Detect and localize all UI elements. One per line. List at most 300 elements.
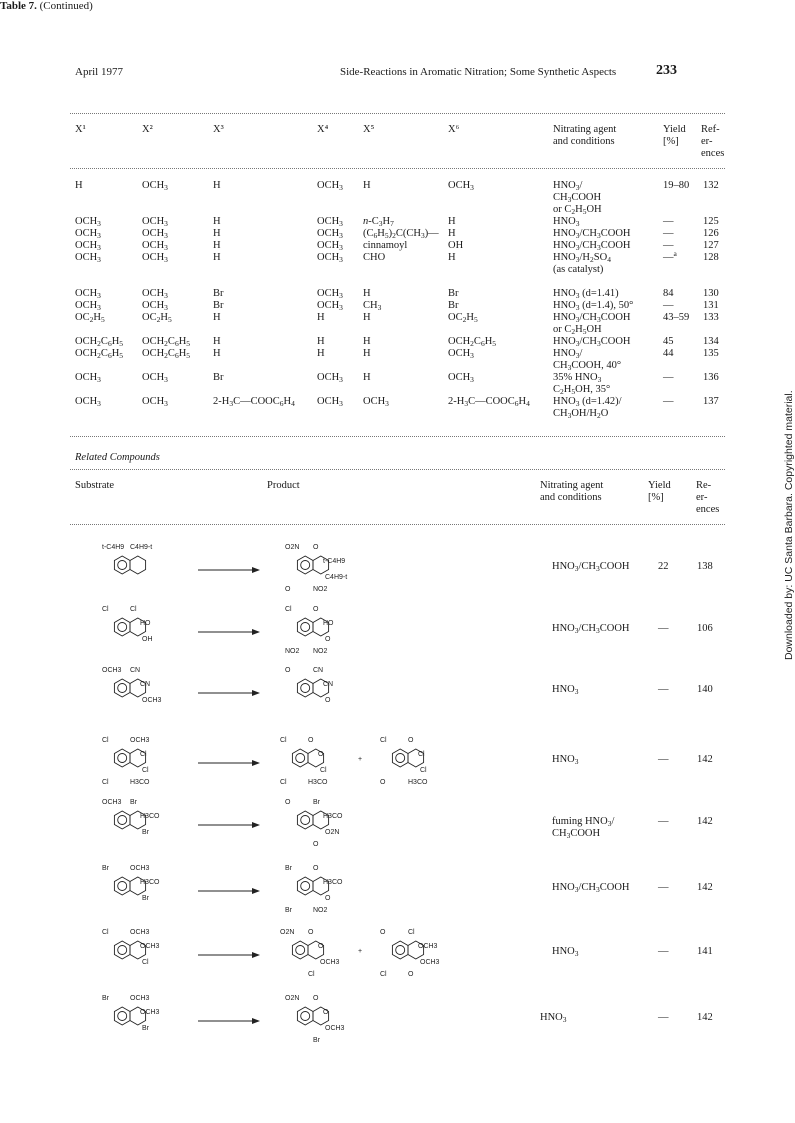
cell-yield: 44: [663, 348, 674, 359]
cell-x6: $OCH_2C_6H_5$: [448, 336, 497, 348]
related-nitrating-agent: $HNO_3$: [552, 946, 579, 958]
structure-label: O: [313, 995, 319, 1002]
aromatic-circle: [118, 816, 127, 825]
structure-label: O: [308, 737, 314, 744]
related-reference: 142: [697, 1012, 713, 1023]
cell-x3: H: [213, 216, 221, 227]
structure-label: Cl: [142, 767, 149, 774]
cell-x6: OH: [448, 240, 464, 251]
column-header: X³: [213, 124, 224, 135]
cell-nitrating-agent: $HNO_3/CH_3COOH$: [553, 228, 631, 240]
reaction-arrow-icon: [198, 816, 260, 834]
cell-x5: H: [363, 180, 371, 191]
table-title-label: Table 7.: [0, 0, 37, 12]
structure-label: OCH3: [102, 799, 122, 806]
related-nitrating-agent: $HNO_3$: [552, 754, 579, 766]
related-yield: —: [658, 946, 669, 957]
running-title: Side-Reactions in Aromatic Nitration; Some Synthetic Aspects: [340, 66, 617, 78]
cell-x5: $CH_3$: [363, 300, 382, 312]
substrate-svg: [68, 785, 198, 855]
cell-nitrating-agent: $HNO_3/CH_3COOH$: [553, 312, 631, 324]
cell-x4: $OCH_3$: [317, 300, 343, 312]
product-svg: [258, 851, 468, 921]
related-reference: 141: [697, 946, 713, 957]
cell-x2: $OCH_2C_6H_5$: [142, 348, 191, 360]
cell-x2: $OCH_3$: [142, 288, 168, 300]
cell-x6: Br: [448, 288, 459, 299]
substrate-svg: [68, 723, 198, 793]
structure-label: CN: [140, 681, 151, 688]
cell-x4: $OCH_3$: [317, 372, 343, 384]
cell-x5: $(C_6H_5)_2C(CH_3)—$: [363, 228, 439, 240]
cell-x3: $2-H_3C—COOC_6H_4$: [213, 396, 295, 408]
structure-label: Br: [285, 907, 292, 914]
ring-left: [114, 749, 130, 767]
cell-x2: $OCH_3$: [142, 216, 168, 228]
ring-left: [114, 1007, 130, 1025]
aromatic-circle: [396, 946, 405, 955]
structure-label: Cl: [280, 779, 287, 786]
related-yield: 22: [658, 561, 669, 572]
related-column-header: Substrate: [75, 480, 115, 491]
related-yield: —: [658, 1012, 669, 1023]
table-title-rest: (Continued): [39, 0, 93, 12]
structure-label: OCH3: [140, 943, 160, 950]
cell-x5: H: [363, 348, 371, 359]
structure-label: H3CO: [140, 813, 160, 820]
ring-left: [114, 811, 130, 829]
cell-reference: 136: [703, 372, 719, 383]
structure-label: H3CO: [140, 879, 160, 886]
structure-label: O: [313, 865, 319, 872]
structure-label: Cl: [102, 737, 109, 744]
cell-reference: 133: [703, 312, 719, 323]
ring-left: [114, 941, 130, 959]
structure-label: Cl: [420, 767, 427, 774]
table-bottom-rule: [70, 436, 725, 437]
product-structure: [258, 785, 468, 860]
structure-label: Cl: [102, 929, 109, 936]
cell-x4: $OCH_3$: [317, 216, 343, 228]
cell-x5: cinnamoyl: [363, 240, 408, 251]
structure-label: OCH3: [130, 737, 150, 744]
substrate-svg: [68, 851, 198, 921]
cell-x2: $OCH_3$: [142, 180, 168, 192]
structure-label: Cl: [280, 737, 287, 744]
column-header: X⁶: [448, 124, 460, 135]
structure-label: OCH3: [142, 697, 162, 704]
structure-label: O2N: [285, 995, 300, 1002]
cell-x6: H: [448, 228, 456, 239]
structure-label: O: [313, 606, 319, 613]
cell-nitrating-agent: $HNO_3$: [553, 216, 580, 228]
arrow-svg: [198, 887, 260, 895]
related-yield: —: [658, 754, 669, 765]
cell-nitrating-agent: $C_2H_5OH$, 35°: [553, 384, 611, 396]
cell-x1: $OCH_3$: [75, 216, 101, 228]
cell-x3: H: [213, 336, 221, 347]
cell-yield: —: [663, 300, 674, 311]
structure-label: O: [380, 779, 386, 786]
cell-x6: H: [448, 252, 456, 263]
cell-nitrating-agent: $HNO_3$ (d=1.4), 50°: [553, 300, 634, 312]
product-svg: [258, 530, 468, 600]
cell-x6: $OCH_3$: [448, 348, 474, 360]
cell-reference: 128: [703, 252, 719, 263]
column-header: X¹: [75, 124, 86, 135]
substrate-svg: [68, 981, 198, 1051]
page-number: 233: [656, 63, 677, 78]
cell-x2: $OCH_3$: [142, 300, 168, 312]
plus-sign: +: [358, 948, 363, 955]
cell-x6: $OC_2H_5$: [448, 312, 478, 324]
cell-yield: 19–80: [663, 180, 690, 191]
reaction-arrow-icon: [198, 684, 260, 702]
cell-yield: —$^a$: [663, 249, 677, 263]
download-note: Downloaded by: UC Santa Barbara. Copyrighted material.: [783, 390, 795, 660]
cell-nitrating-agent: (as catalyst): [553, 264, 604, 275]
column-header: X⁵: [363, 124, 375, 135]
structure-label: Cl: [102, 779, 109, 786]
structure-label: H3CO: [408, 779, 428, 786]
structure-label: OCH3: [130, 929, 150, 936]
cell-nitrating-agent: $HNO_3/CH_3COOH$: [553, 240, 631, 252]
cell-yield: —: [663, 396, 674, 407]
ring-left: [292, 749, 308, 767]
ring-left: [297, 556, 313, 574]
structure-label: O: [325, 636, 331, 643]
reaction-arrow-icon: [198, 882, 260, 900]
related-yield: —: [658, 882, 669, 893]
substrate-structure: [68, 981, 198, 1056]
related-top-rule: [70, 469, 725, 470]
structure-label: O: [323, 1009, 329, 1016]
arrow-svg: [198, 759, 260, 767]
related-yield: —: [658, 684, 669, 695]
structure-label: O: [285, 667, 291, 674]
cell-x2: $OCH_3$: [142, 252, 168, 264]
structure-label: Cl: [380, 737, 387, 744]
structure-label: Cl: [142, 959, 149, 966]
structure-label: Br: [102, 865, 109, 872]
cell-x1: $OCH_3$: [75, 372, 101, 384]
related-reference: 142: [697, 754, 713, 765]
structure-label: H3CO: [323, 813, 343, 820]
arrow-svg: [198, 566, 260, 574]
related-column-header: Nitrating agent and conditions: [540, 480, 604, 503]
table-top-rule: [70, 113, 725, 114]
cell-nitrating-agent: $HNO_3$ (d=1.41): [553, 288, 619, 300]
structure-label: Cl: [418, 751, 425, 758]
cell-x6: $OCH_3$: [448, 372, 474, 384]
substrate-structure: [68, 915, 198, 990]
cell-x3: H: [213, 180, 221, 191]
structure-label: Cl: [102, 606, 109, 613]
cell-yield: —: [663, 216, 674, 227]
cell-x6: $OCH_3$: [448, 180, 474, 192]
cell-x1: H: [75, 180, 83, 191]
ring-left: [297, 811, 313, 829]
arrow-svg: [198, 951, 260, 959]
cell-yield: 84: [663, 288, 674, 299]
structure-label: t-C4H9: [323, 558, 346, 565]
column-header: Ref- er- ences: [701, 124, 725, 159]
related-reference: 140: [697, 684, 713, 695]
cell-reference: 135: [703, 348, 719, 359]
structure-label: OCH3: [420, 959, 440, 966]
structure-label: OCH3: [325, 1025, 345, 1032]
reaction-arrow-icon: [198, 561, 260, 579]
structure-label: Cl: [380, 971, 387, 978]
aromatic-circle: [301, 1012, 310, 1021]
cell-yield: —: [663, 372, 674, 383]
structure-label: Br: [130, 799, 137, 806]
cell-x5: $OCH_3$: [363, 396, 389, 408]
structure-label: Br: [142, 829, 149, 836]
aromatic-circle: [301, 882, 310, 891]
structure-label: OCH3: [418, 943, 438, 950]
related-column-header: Yield [%]: [648, 480, 671, 503]
related-header-rule: [70, 524, 725, 525]
cell-nitrating-agent: $HNO_3/$: [553, 348, 583, 360]
product-structure: [258, 653, 468, 728]
structure-label: O: [318, 943, 324, 950]
structure-label: H3CO: [130, 779, 150, 786]
structure-label: t-C4H9: [102, 544, 125, 551]
structure-label: HO: [323, 620, 334, 627]
cell-x1: $OCH_3$: [75, 240, 101, 252]
structure-label: NO2: [313, 648, 328, 655]
cell-reference: 127: [703, 240, 719, 251]
ring-left: [392, 749, 408, 767]
structure-label: H3CO: [308, 779, 328, 786]
structure-label: CN: [313, 667, 324, 674]
structure-label: Br: [285, 865, 292, 872]
ring-left: [114, 618, 130, 636]
cell-x2: $OC_2H_5$: [142, 312, 172, 324]
aromatic-circle: [118, 561, 127, 570]
cell-x4: $OCH_3$: [317, 240, 343, 252]
cell-x1: $OCH_3$: [75, 300, 101, 312]
substrate-structure: [68, 785, 198, 860]
aromatic-circle: [118, 754, 127, 763]
cell-x4: H: [317, 312, 325, 323]
table-header-rule: [70, 168, 725, 169]
related-nitrating-agent: $HNO_3/CH_3COOH$: [552, 561, 630, 573]
product-svg: [258, 653, 468, 723]
cell-x5: H: [363, 312, 371, 323]
table-title: [0, 0, 795, 12]
arrow-svg: [198, 628, 260, 636]
cell-reference: 131: [703, 300, 719, 311]
structure-label: O2N: [285, 544, 300, 551]
structure-label: OH: [142, 636, 153, 643]
related-column-header: Re- er- ences: [696, 480, 720, 515]
cell-reference: 137: [703, 396, 719, 407]
structure-label: Cl: [308, 971, 315, 978]
reaction-arrow-icon: [198, 754, 260, 772]
cell-x3: Br: [213, 372, 224, 383]
aromatic-circle: [296, 946, 305, 955]
structure-label: NO2: [313, 907, 328, 914]
cell-reference: 132: [703, 180, 719, 191]
aromatic-circle: [118, 684, 127, 693]
structure-label: Br: [142, 1025, 149, 1032]
cell-x4: H: [317, 348, 325, 359]
aromatic-circle: [396, 754, 405, 763]
aromatic-circle: [301, 623, 310, 632]
structure-label: OCH3: [320, 959, 340, 966]
structure-label: O: [408, 737, 414, 744]
cell-x6: $2-H_3C—COOC_6H_4$: [448, 396, 530, 408]
related-column-header: Product: [267, 480, 300, 491]
related-reference: 142: [697, 816, 713, 827]
structure-label: O: [325, 697, 331, 704]
structure-label: H3CO: [323, 879, 343, 886]
cell-x3: H: [213, 312, 221, 323]
cell-x4: $OCH_3$: [317, 288, 343, 300]
related-yield: —: [658, 623, 669, 634]
related-nitrating-agent: fuming $HNO_3/$: [552, 816, 615, 828]
cell-x4: $OCH_3$: [317, 252, 343, 264]
structure-label: HO: [140, 620, 151, 627]
cell-nitrating-agent: or $C_2H_5OH$: [553, 204, 602, 216]
column-header: X⁴: [317, 124, 329, 135]
cell-x5: $n-C_3H_7$: [363, 216, 394, 228]
cell-nitrating-agent: $CH_3COOH$: [553, 192, 602, 204]
cell-reference: 134: [703, 336, 719, 347]
cell-yield: 43–59: [663, 312, 690, 323]
cell-x1: $OCH_2C_6H_5$: [75, 336, 124, 348]
cell-x3: Br: [213, 300, 224, 311]
cell-reference: 126: [703, 228, 719, 239]
cell-x3: H: [213, 252, 221, 263]
related-nitrating-agent: $HNO_3/CH_3COOH$: [552, 623, 630, 635]
cell-nitrating-agent: $CH_3COOH$, 40°: [553, 360, 622, 372]
product-svg: [258, 723, 468, 793]
cell-x1: $OCH_3$: [75, 252, 101, 264]
cell-x5: H: [363, 288, 371, 299]
structure-label: C4H9-t: [325, 574, 348, 581]
arrow-svg: [198, 821, 260, 829]
substrate-svg: [68, 592, 198, 662]
cell-x2: $OCH_3$: [142, 396, 168, 408]
column-header: X²: [142, 124, 153, 135]
cell-nitrating-agent: 35% $HNO_3$: [553, 372, 602, 384]
cell-x3: H: [213, 228, 221, 239]
naphthalene-ring: [114, 556, 145, 574]
ring-left: [297, 1007, 313, 1025]
structure-label: CN: [323, 681, 334, 688]
structure-label: OCH3: [102, 667, 122, 674]
related-heading: Related Compounds: [75, 452, 160, 463]
cell-nitrating-agent: $HNO_3/CH_3COOH$: [553, 336, 631, 348]
ring-right: [130, 556, 146, 574]
cell-x3: H: [213, 240, 221, 251]
product-structure: [258, 915, 468, 990]
aromatic-circle: [118, 623, 127, 632]
product-structure: [258, 981, 468, 1056]
structure-label: NO2: [313, 586, 328, 593]
aromatic-circle: [118, 1012, 127, 1021]
structure-label: O: [285, 799, 291, 806]
column-header: Yield [%]: [663, 124, 686, 147]
cell-x3: H: [213, 348, 221, 359]
aromatic-circle: [301, 561, 310, 570]
cell-x1: $OC_2H_5$: [75, 312, 105, 324]
cell-x3: Br: [213, 288, 224, 299]
aromatic-circle: [118, 882, 127, 891]
product-svg: [258, 915, 468, 985]
related-nitrating-agent: $HNO_3/CH_3COOH$: [552, 882, 630, 894]
structure-label: O: [313, 841, 319, 848]
ring-left: [297, 877, 313, 895]
reaction-arrow-icon: [198, 623, 260, 641]
structure-label: O: [408, 971, 414, 978]
related-yield: —: [658, 816, 669, 827]
cell-x2: $OCH_3$: [142, 228, 168, 240]
substrate-svg: [68, 530, 198, 600]
cell-yield: 45: [663, 336, 674, 347]
cell-x6: Br: [448, 300, 459, 311]
cell-x4: H: [317, 336, 325, 347]
aromatic-circle: [118, 946, 127, 955]
cell-nitrating-agent: $CH_3OH/H_2O$: [553, 408, 609, 420]
cell-x2: $OCH_3$: [142, 240, 168, 252]
cell-x5: H: [363, 372, 371, 383]
structure-label: Br: [102, 995, 109, 1002]
cell-reference: 130: [703, 288, 719, 299]
cell-x1: $OCH_2C_6H_5$: [75, 348, 124, 360]
related-nitrating-agent: $CH_3COOH$: [552, 828, 601, 840]
structure-label: O: [313, 544, 319, 551]
cell-nitrating-agent: or $C_2H_5OH$: [553, 324, 602, 336]
structure-label: O: [325, 895, 331, 902]
substrate-svg: [68, 915, 198, 985]
structure-label: O: [380, 929, 386, 936]
related-reference: 138: [697, 561, 713, 572]
cell-reference: 125: [703, 216, 719, 227]
cell-x2: $OCH_3$: [142, 372, 168, 384]
ring-left: [114, 877, 130, 895]
product-svg: [258, 592, 468, 662]
structure-label: Br: [313, 1037, 320, 1044]
ring-left: [297, 679, 313, 697]
structure-label: Cl: [140, 751, 147, 758]
ring-left: [392, 941, 408, 959]
cell-nitrating-agent: $HNO_3/H_2SO_4$: [553, 252, 611, 264]
ring-left: [114, 679, 130, 697]
cell-x2: $OCH_2C_6H_5$: [142, 336, 191, 348]
product-svg: [258, 785, 468, 855]
aromatic-circle: [296, 754, 305, 763]
structure-label: NO2: [285, 648, 300, 655]
cell-yield: —: [663, 240, 674, 251]
structure-label: O: [285, 586, 291, 593]
cell-nitrating-agent: $HNO_3$ (d=1.42)/: [553, 396, 622, 408]
structure-label: OCH3: [140, 1009, 160, 1016]
cell-x6: H: [448, 216, 456, 227]
cell-x4: $OCH_3$: [317, 228, 343, 240]
cell-x1: $OCH_3$: [75, 288, 101, 300]
ring-left: [297, 618, 313, 636]
structure-label: CN: [130, 667, 141, 674]
ring-left: [292, 941, 308, 959]
arrow-svg: [198, 689, 260, 697]
plus-sign: +: [358, 756, 363, 763]
aromatic-circle: [301, 684, 310, 693]
structure-label: O2N: [325, 829, 340, 836]
